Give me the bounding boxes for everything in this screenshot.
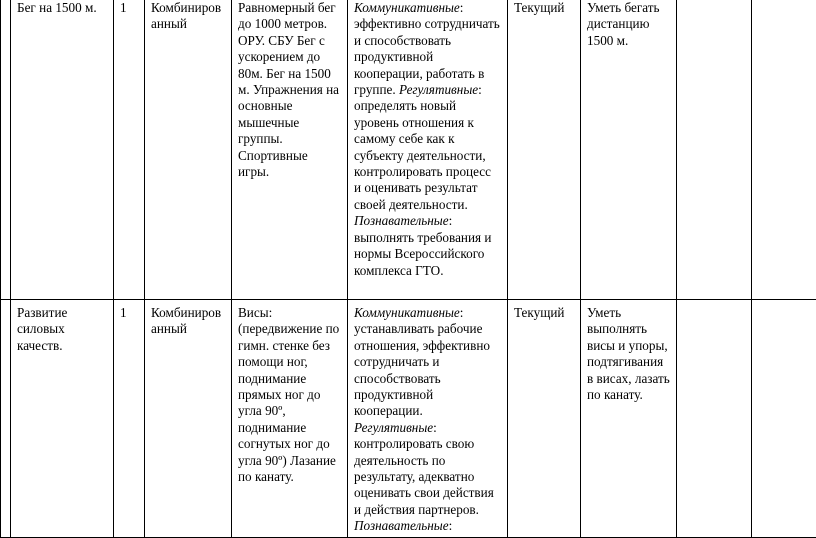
uud-label: Познавательные — [354, 213, 449, 229]
lesson-type-cell: Комбинированный — [145, 300, 232, 538]
row-margin-cell — [1, 0, 11, 300]
content-cell: Висы: (передвижение по гимн. стенке без помощи ног, поднимание прямых ног до угла 90º, поднимание согнутых ног до угла 90º) Лазание по канату. — [232, 300, 348, 538]
row-margin-cell — [1, 300, 11, 538]
result-cell: Уметь бегать дистанцию 1500 м. — [581, 0, 677, 300]
empty-cell — [752, 0, 816, 300]
hours-cell: 1 — [114, 0, 145, 300]
table-row — [1, 0, 816, 300]
uud-text: : контролировать свою деятельность по результату, адекватно оценивать свои действия и действия партнеров. — [354, 419, 494, 517]
topic-cell: Бег на 1500 м. — [11, 0, 114, 300]
uud-label: Регулятивные — [398, 82, 479, 98]
topic-cell: Развитие силовых качеств. — [11, 300, 114, 538]
lesson-type-cell: Комбинированный — [145, 0, 232, 300]
uud-label: Регулятивные — [354, 419, 434, 435]
uud-label: Познавательные — [354, 518, 449, 534]
uud-text: : устанавливать рабочие отношения, эффективно сотрудничать и способствовать продуктивной кооперации. — [354, 305, 490, 419]
empty-cell — [677, 0, 752, 300]
uud-label: Коммуникативные — [354, 0, 460, 15]
uud-text: : — [448, 518, 453, 534]
uud-cell — [348, 300, 508, 538]
uud-label: Коммуникативные — [354, 305, 460, 320]
result-cell: Уметь выполнять висы и упоры, подтягивания в висах, лазать по канату. — [581, 300, 677, 538]
hours-cell: 1 — [114, 300, 145, 538]
uud-text: : определять новый уровень отношения к самому себе как к субъекту деятельности, контролировать процесс и оценивать результат своей деятельности. — [354, 82, 491, 212]
control-cell: Текущий — [508, 300, 581, 538]
table-row — [1, 300, 816, 538]
content-cell: Равномерный бег до 1000 метров. ОРУ. СБУ Бег с ускорением до 80м. Бег на 1500 м. Упражнения на основные мышечные группы. Спортивные игры. — [232, 0, 348, 300]
uud-text: : выполнять требования и нормы Всероссийского комплекса ГТО. — [354, 213, 492, 278]
control-cell: Текущий — [508, 0, 581, 300]
uud-cell — [348, 0, 508, 300]
uud-text: : эффективно сотрудничать и способствовать продуктивной кооперации, работать в группе. — [354, 0, 500, 98]
empty-cell — [752, 300, 816, 538]
empty-cell — [677, 300, 752, 538]
